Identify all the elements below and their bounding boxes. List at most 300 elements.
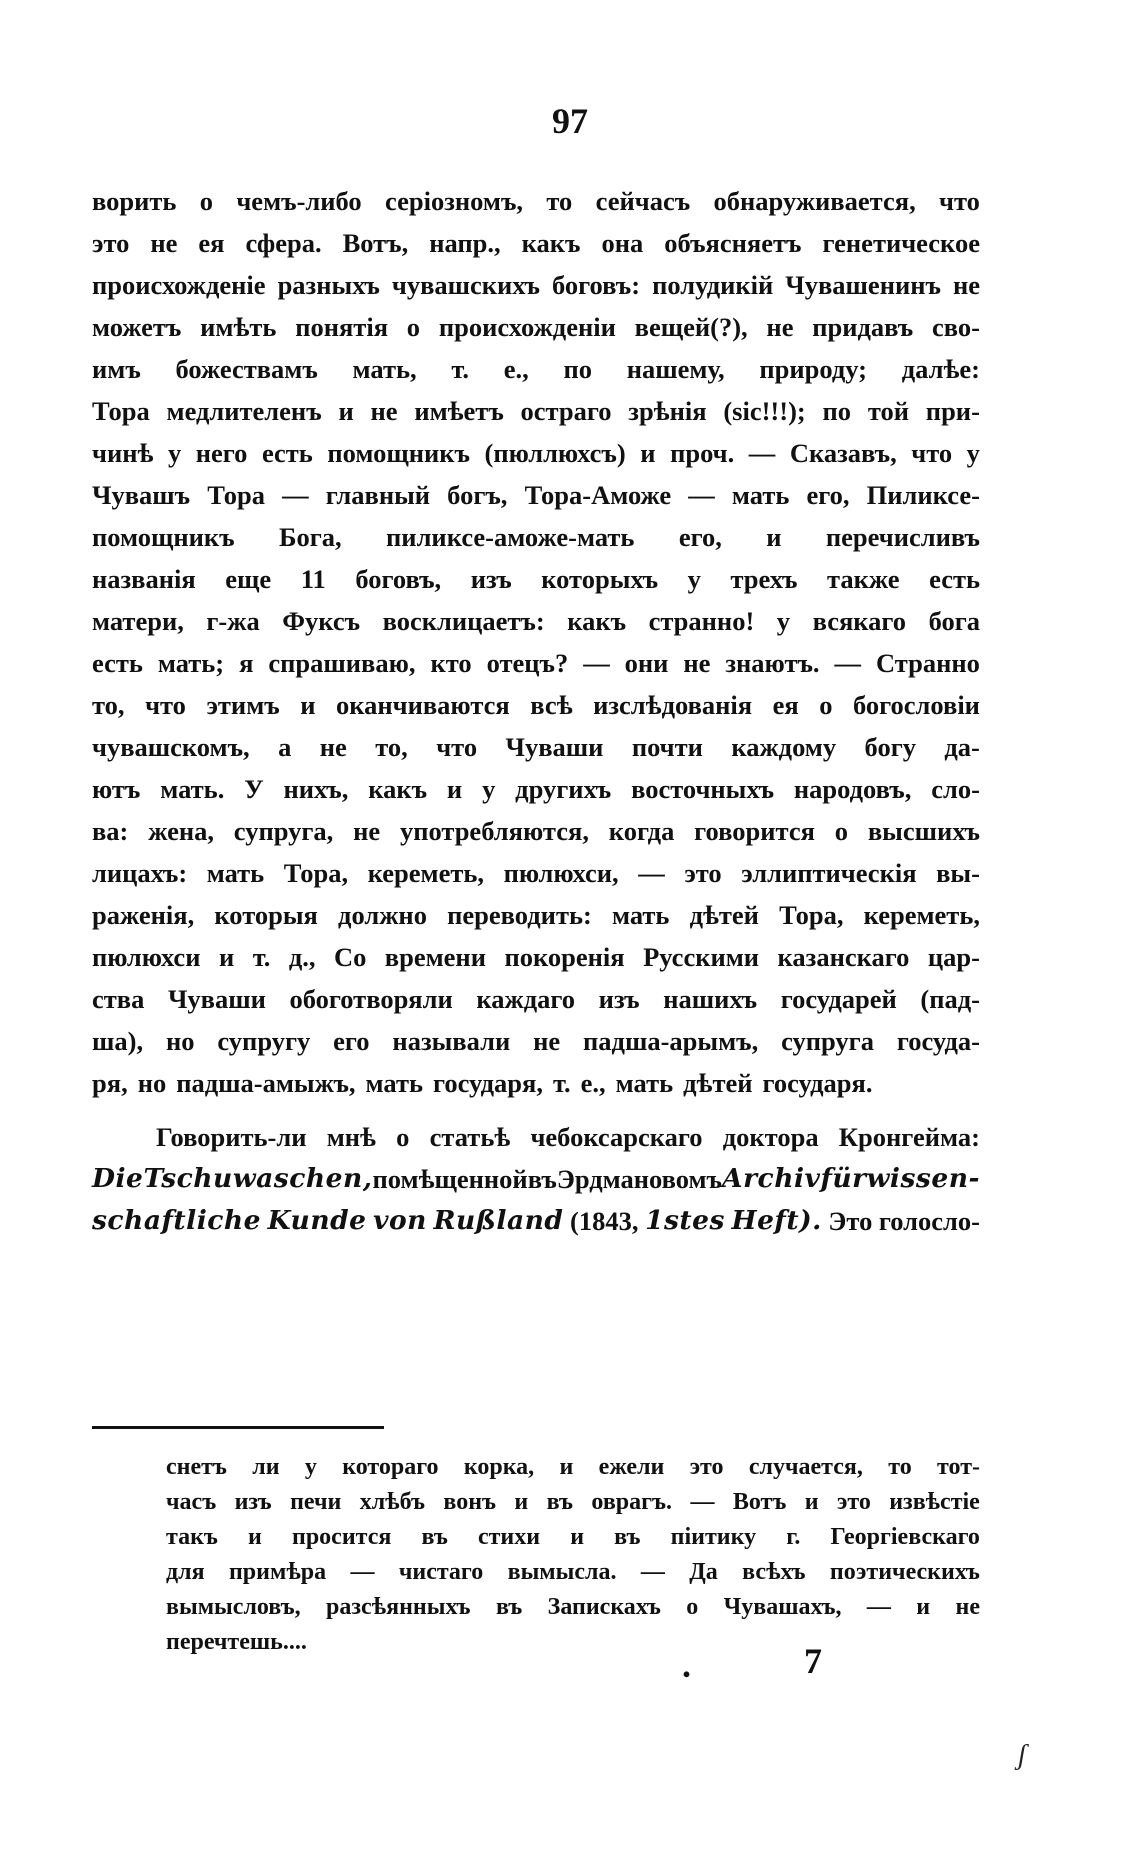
word: не	[319, 732, 347, 762]
word: есть	[929, 564, 980, 594]
word: объясняетъ	[664, 228, 802, 258]
paragraph-gap	[92, 1104, 980, 1116]
word: можетъ	[92, 312, 182, 342]
word: 11	[300, 564, 326, 594]
word: von	[373, 1205, 427, 1236]
word: —	[748, 438, 776, 468]
word: вонъ	[443, 1489, 497, 1515]
word: что	[436, 732, 478, 762]
word: восточныхъ	[631, 774, 775, 804]
word: Со	[333, 942, 367, 972]
word: нашихъ	[663, 984, 758, 1014]
word: у	[687, 564, 701, 594]
word: далѣе:	[901, 354, 980, 384]
word: примѣра	[228, 1559, 327, 1585]
word: супругу	[217, 1026, 311, 1056]
word: и	[570, 1524, 585, 1550]
word: у	[167, 438, 182, 468]
word: пиликсе-аможе-мать	[386, 522, 635, 552]
footnote	[166, 1450, 980, 1660]
word: и	[218, 942, 235, 972]
word: помѣщенной	[372, 1164, 528, 1194]
word: почти	[631, 732, 703, 762]
word: что	[939, 186, 980, 216]
word: времени	[384, 942, 486, 972]
word: Георгіевскаго	[830, 1524, 980, 1550]
word: еще	[225, 564, 272, 594]
word: мать	[611, 900, 670, 930]
word: но	[137, 1068, 167, 1098]
word: это	[92, 228, 130, 258]
word: богословіи	[853, 690, 980, 720]
text-line	[92, 768, 980, 810]
word: казанскаго	[777, 942, 910, 972]
word: —	[282, 480, 309, 510]
word: у	[304, 1454, 317, 1480]
word: природу;	[759, 354, 867, 384]
word: У	[244, 774, 264, 804]
word: я	[239, 648, 254, 678]
word: помощникъ	[92, 522, 235, 552]
word: должно	[338, 900, 427, 930]
text-line	[166, 1520, 980, 1555]
word: Archiv	[722, 1163, 821, 1194]
word: корка,	[463, 1454, 535, 1480]
word: дѣтей	[689, 900, 759, 930]
word: то,	[375, 732, 408, 762]
word: пюлюхси	[92, 942, 201, 972]
word: и	[916, 1594, 931, 1620]
word: государей	[780, 984, 897, 1014]
word: раженія,	[92, 900, 195, 930]
word: госуда-	[896, 1026, 980, 1056]
word: такъ	[166, 1524, 218, 1550]
word: высшихъ	[867, 816, 980, 846]
word: тот-	[937, 1454, 980, 1480]
word: не	[955, 1594, 980, 1620]
word: серіозномъ,	[385, 186, 524, 216]
word: придавъ	[812, 312, 914, 342]
word: это	[689, 1454, 724, 1480]
word: т.	[553, 1068, 571, 1098]
word: поэтическихъ	[829, 1559, 980, 1585]
text-line	[92, 1020, 980, 1062]
word: каждаго	[476, 984, 576, 1014]
word: Чуваши	[505, 732, 604, 762]
word: божествамъ	[175, 354, 318, 384]
text-line	[92, 1200, 980, 1242]
word: въ	[527, 1164, 557, 1194]
word: называли	[392, 1026, 511, 1056]
word: отецъ?	[486, 648, 569, 678]
word: е.,	[503, 354, 529, 384]
word: имѣть	[200, 312, 277, 342]
word: обоготворяли	[289, 984, 453, 1014]
word: понятія	[295, 312, 389, 342]
word: вымысла.	[507, 1559, 617, 1585]
word: д.,	[288, 942, 316, 972]
text-line	[92, 264, 980, 306]
word: Кронгейма:	[838, 1122, 980, 1152]
word: чувашскихъ	[391, 270, 540, 300]
word: дѣтей	[683, 1068, 753, 1098]
word: (1843,	[570, 1206, 639, 1236]
word: падша-арымъ,	[583, 1026, 759, 1056]
word: остраго	[520, 396, 612, 426]
word: супруга	[781, 1026, 874, 1056]
word: лицахъ:	[92, 858, 188, 888]
word: а	[278, 732, 292, 762]
word: у	[966, 438, 980, 468]
word: полудикій	[652, 270, 774, 300]
word: ря,	[92, 1068, 128, 1098]
word: трехъ	[730, 564, 798, 594]
word: Пиликсе-	[866, 480, 980, 510]
word: о	[834, 816, 848, 846]
word: мать.	[160, 774, 225, 804]
word: Вотъ	[732, 1489, 787, 1515]
text-line	[92, 180, 980, 222]
word: е.,	[580, 1068, 606, 1098]
word: Бога,	[278, 522, 342, 552]
word: его,	[806, 480, 850, 510]
text-line	[92, 600, 980, 642]
word: голосло-	[878, 1206, 980, 1236]
word: всѣ	[530, 690, 573, 720]
text-line	[92, 852, 980, 894]
word: богъ,	[447, 480, 508, 510]
word: то	[546, 186, 573, 216]
word: говорится	[694, 816, 815, 846]
word: и	[640, 438, 656, 468]
word: переводить:	[447, 900, 592, 930]
word: ея	[198, 228, 225, 258]
word: бога	[928, 606, 980, 636]
word: что	[145, 690, 186, 720]
word: Rußland	[433, 1205, 564, 1236]
word: спрашиваю,	[268, 648, 416, 678]
word: сло-	[931, 774, 980, 804]
text-line	[92, 558, 980, 600]
word: пюлюхси,	[503, 858, 619, 888]
word: обнаруживается,	[713, 186, 916, 216]
word: печи	[290, 1489, 342, 1515]
word: покоренія	[504, 942, 625, 972]
word: боговъ:	[552, 270, 641, 300]
word: народовъ,	[793, 774, 912, 804]
word: не	[150, 228, 178, 258]
word: изъ	[234, 1489, 272, 1515]
word: это	[684, 858, 722, 888]
word: (пюллюхсъ)	[484, 438, 626, 468]
word: нихъ,	[283, 774, 349, 804]
word: въ	[614, 1524, 641, 1550]
word: эллиптическія	[741, 858, 917, 888]
word: не	[533, 1026, 561, 1056]
word: каждому	[731, 732, 837, 762]
text-line	[92, 978, 980, 1020]
word: которыя	[214, 900, 318, 930]
word: не	[766, 312, 794, 342]
word: они	[624, 648, 669, 678]
word: сво-	[932, 312, 980, 342]
word: разныхъ	[277, 270, 380, 300]
word: вы-	[936, 858, 980, 888]
word: перечисливъ	[825, 522, 980, 552]
word: ея	[772, 690, 799, 720]
word: чинѣ	[92, 438, 154, 468]
word: боговъ,	[355, 564, 442, 594]
word: проч.	[670, 438, 735, 468]
word: и	[446, 774, 463, 804]
word: просится	[291, 1524, 392, 1550]
word: Тора	[92, 396, 150, 426]
word: извѣстіе	[889, 1489, 980, 1515]
word: въ	[546, 1489, 574, 1515]
word: мать	[731, 480, 790, 510]
word: —	[640, 1559, 665, 1585]
signature-dot: .	[682, 1645, 691, 1685]
word: піитику	[670, 1524, 757, 1550]
word: происхожденіе	[92, 270, 266, 300]
word: и	[248, 1524, 262, 1550]
word: Heft).	[731, 1205, 822, 1236]
word: —	[638, 858, 665, 888]
text-line	[92, 222, 980, 264]
word: (пад-	[920, 984, 980, 1014]
text-line	[166, 1625, 980, 1660]
word: но	[165, 1026, 195, 1056]
word: вымысловъ,	[166, 1594, 301, 1620]
word: есть	[92, 648, 143, 678]
word: Сказавъ,	[789, 438, 897, 468]
word: напр.,	[429, 228, 501, 258]
text-line	[92, 348, 980, 390]
text-line	[166, 1485, 980, 1520]
word: государя.	[762, 1068, 873, 1098]
word: —	[866, 1594, 891, 1620]
word: сфера.	[245, 228, 322, 258]
word: сейчасъ	[595, 186, 691, 216]
word: государя,	[433, 1068, 543, 1098]
word: у	[482, 774, 496, 804]
word: него	[195, 438, 248, 468]
text-line	[92, 516, 980, 558]
word: Эрдмановомъ	[556, 1164, 722, 1194]
word: г-жа	[206, 606, 260, 636]
word: имъ	[92, 354, 141, 384]
word: какъ	[567, 606, 627, 636]
word: чувашскомъ,	[92, 732, 250, 762]
word: главный	[325, 480, 431, 510]
word: оканчиваются	[336, 690, 510, 720]
word: ва:	[92, 816, 129, 846]
word: и	[514, 1489, 529, 1515]
word: супруга,	[233, 816, 334, 846]
text-line	[92, 810, 980, 852]
word: кереметь,	[863, 900, 980, 930]
word: ша),	[92, 1026, 144, 1056]
word: ютъ	[92, 774, 141, 804]
word: —	[350, 1559, 375, 1585]
word: изъ	[598, 984, 640, 1014]
text-line	[92, 1062, 980, 1104]
word: что	[911, 438, 953, 468]
word: für	[820, 1163, 867, 1194]
word: употребляются,	[399, 816, 589, 846]
word: это	[836, 1489, 871, 1515]
word: зрѣнія	[628, 396, 707, 426]
word: то,	[92, 690, 125, 720]
word: —	[583, 648, 610, 678]
word: не	[370, 396, 398, 426]
word: когда	[608, 816, 675, 846]
word: восклицаетъ:	[382, 606, 545, 636]
word: ли	[252, 1454, 280, 1480]
word: да-	[944, 732, 980, 762]
word: падша-амыжъ,	[176, 1068, 356, 1098]
word: Говорить-ли	[156, 1122, 307, 1152]
word: schaftliche	[92, 1205, 262, 1236]
word: Тора,	[283, 858, 349, 888]
page-number: 97	[552, 101, 588, 141]
word: ворить	[92, 186, 177, 216]
text-line	[166, 1590, 980, 1625]
word: г.	[786, 1524, 801, 1550]
text-line	[92, 1116, 980, 1158]
word: при-	[925, 396, 980, 426]
word: Тора	[207, 480, 265, 510]
word: Русскими	[643, 942, 760, 972]
word: другихъ	[515, 774, 612, 804]
word: wissen-	[866, 1163, 980, 1194]
word: чистаго	[398, 1559, 484, 1585]
word: ежели	[598, 1454, 665, 1480]
word: также	[827, 564, 900, 594]
word: Странно	[875, 648, 980, 678]
text-line	[92, 306, 980, 348]
word: —	[688, 480, 715, 510]
stray-mark: ʃ	[1018, 1740, 1027, 1771]
word: которыхъ	[541, 564, 659, 594]
text-line	[92, 432, 980, 474]
word: кереметь,	[367, 858, 485, 888]
word: (sic!!!);	[723, 396, 806, 426]
word: не	[683, 648, 711, 678]
word: —	[690, 1489, 715, 1515]
text-line	[92, 642, 980, 684]
text-line	[92, 936, 980, 978]
word: т.	[451, 354, 469, 384]
word: т.	[252, 942, 271, 972]
word: и	[338, 396, 354, 426]
word: снетъ	[166, 1454, 227, 1480]
word: стихи	[477, 1524, 541, 1550]
word: и	[804, 1489, 819, 1515]
text-line	[92, 894, 980, 936]
word: хлѣбъ	[359, 1489, 425, 1515]
word: странно!	[648, 606, 755, 636]
text-line	[92, 684, 980, 726]
word: цар-	[927, 942, 980, 972]
word: и	[559, 1454, 574, 1480]
word: Die	[92, 1163, 144, 1194]
word: богу	[864, 732, 916, 762]
word: вещей(?),	[634, 312, 748, 342]
word: статьѣ	[429, 1122, 511, 1152]
word: Это	[828, 1206, 873, 1236]
word: генетическое	[822, 228, 980, 258]
word: мать	[615, 1068, 674, 1098]
word: происхожденіи	[438, 312, 616, 342]
word: медлителенъ	[166, 396, 322, 426]
word: имѣетъ	[414, 396, 504, 426]
word: о	[686, 1594, 699, 1620]
word: Чуваши	[167, 984, 266, 1014]
word: перечтешь....	[166, 1629, 307, 1655]
text-line	[92, 726, 980, 768]
word: есть	[261, 438, 313, 468]
word: о	[199, 186, 214, 216]
word: какъ	[368, 774, 428, 804]
word: ства	[92, 984, 145, 1014]
text-line	[92, 390, 980, 432]
word: не	[952, 270, 980, 300]
word: мать,	[352, 354, 417, 384]
word: то	[888, 1454, 912, 1480]
word: въ	[421, 1524, 448, 1550]
footnote-rule	[92, 1426, 384, 1429]
word: всякаго	[812, 606, 907, 636]
word: оврагъ.	[591, 1489, 673, 1515]
text-line	[92, 474, 980, 516]
word: у	[776, 606, 791, 636]
word: мать	[365, 1068, 424, 1098]
word: чемъ-либо	[236, 186, 362, 216]
word: и	[766, 522, 782, 552]
word: о	[406, 312, 421, 342]
word: матери,	[92, 606, 184, 636]
word: мнѣ	[326, 1122, 376, 1152]
word: 1stes	[645, 1205, 725, 1236]
word: помощникъ	[327, 438, 470, 468]
word: мать;	[157, 648, 225, 678]
word: чебоксарскаго	[530, 1122, 703, 1152]
word: случается,	[748, 1454, 863, 1480]
word: доктора	[722, 1122, 819, 1152]
word: Запискахъ	[547, 1594, 661, 1620]
word: его	[333, 1026, 370, 1056]
body-text	[92, 180, 980, 1242]
word: Тора,	[779, 900, 844, 930]
word: знаютъ.	[725, 648, 820, 678]
word: Чувашенинъ	[785, 270, 941, 300]
word: о	[819, 690, 833, 720]
word: Чувашъ	[92, 480, 191, 510]
word: названія	[92, 564, 196, 594]
word: Да	[689, 1559, 718, 1585]
word: она	[601, 228, 644, 258]
word: нашему,	[626, 354, 725, 384]
word: въ	[495, 1594, 523, 1620]
word: какъ	[521, 228, 581, 258]
word: часъ	[166, 1489, 217, 1515]
word: его,	[678, 522, 722, 552]
word: Вотъ,	[342, 228, 409, 258]
text-line	[92, 1158, 980, 1200]
word: мать	[206, 858, 265, 888]
signature-number: 7	[804, 1641, 822, 1681]
